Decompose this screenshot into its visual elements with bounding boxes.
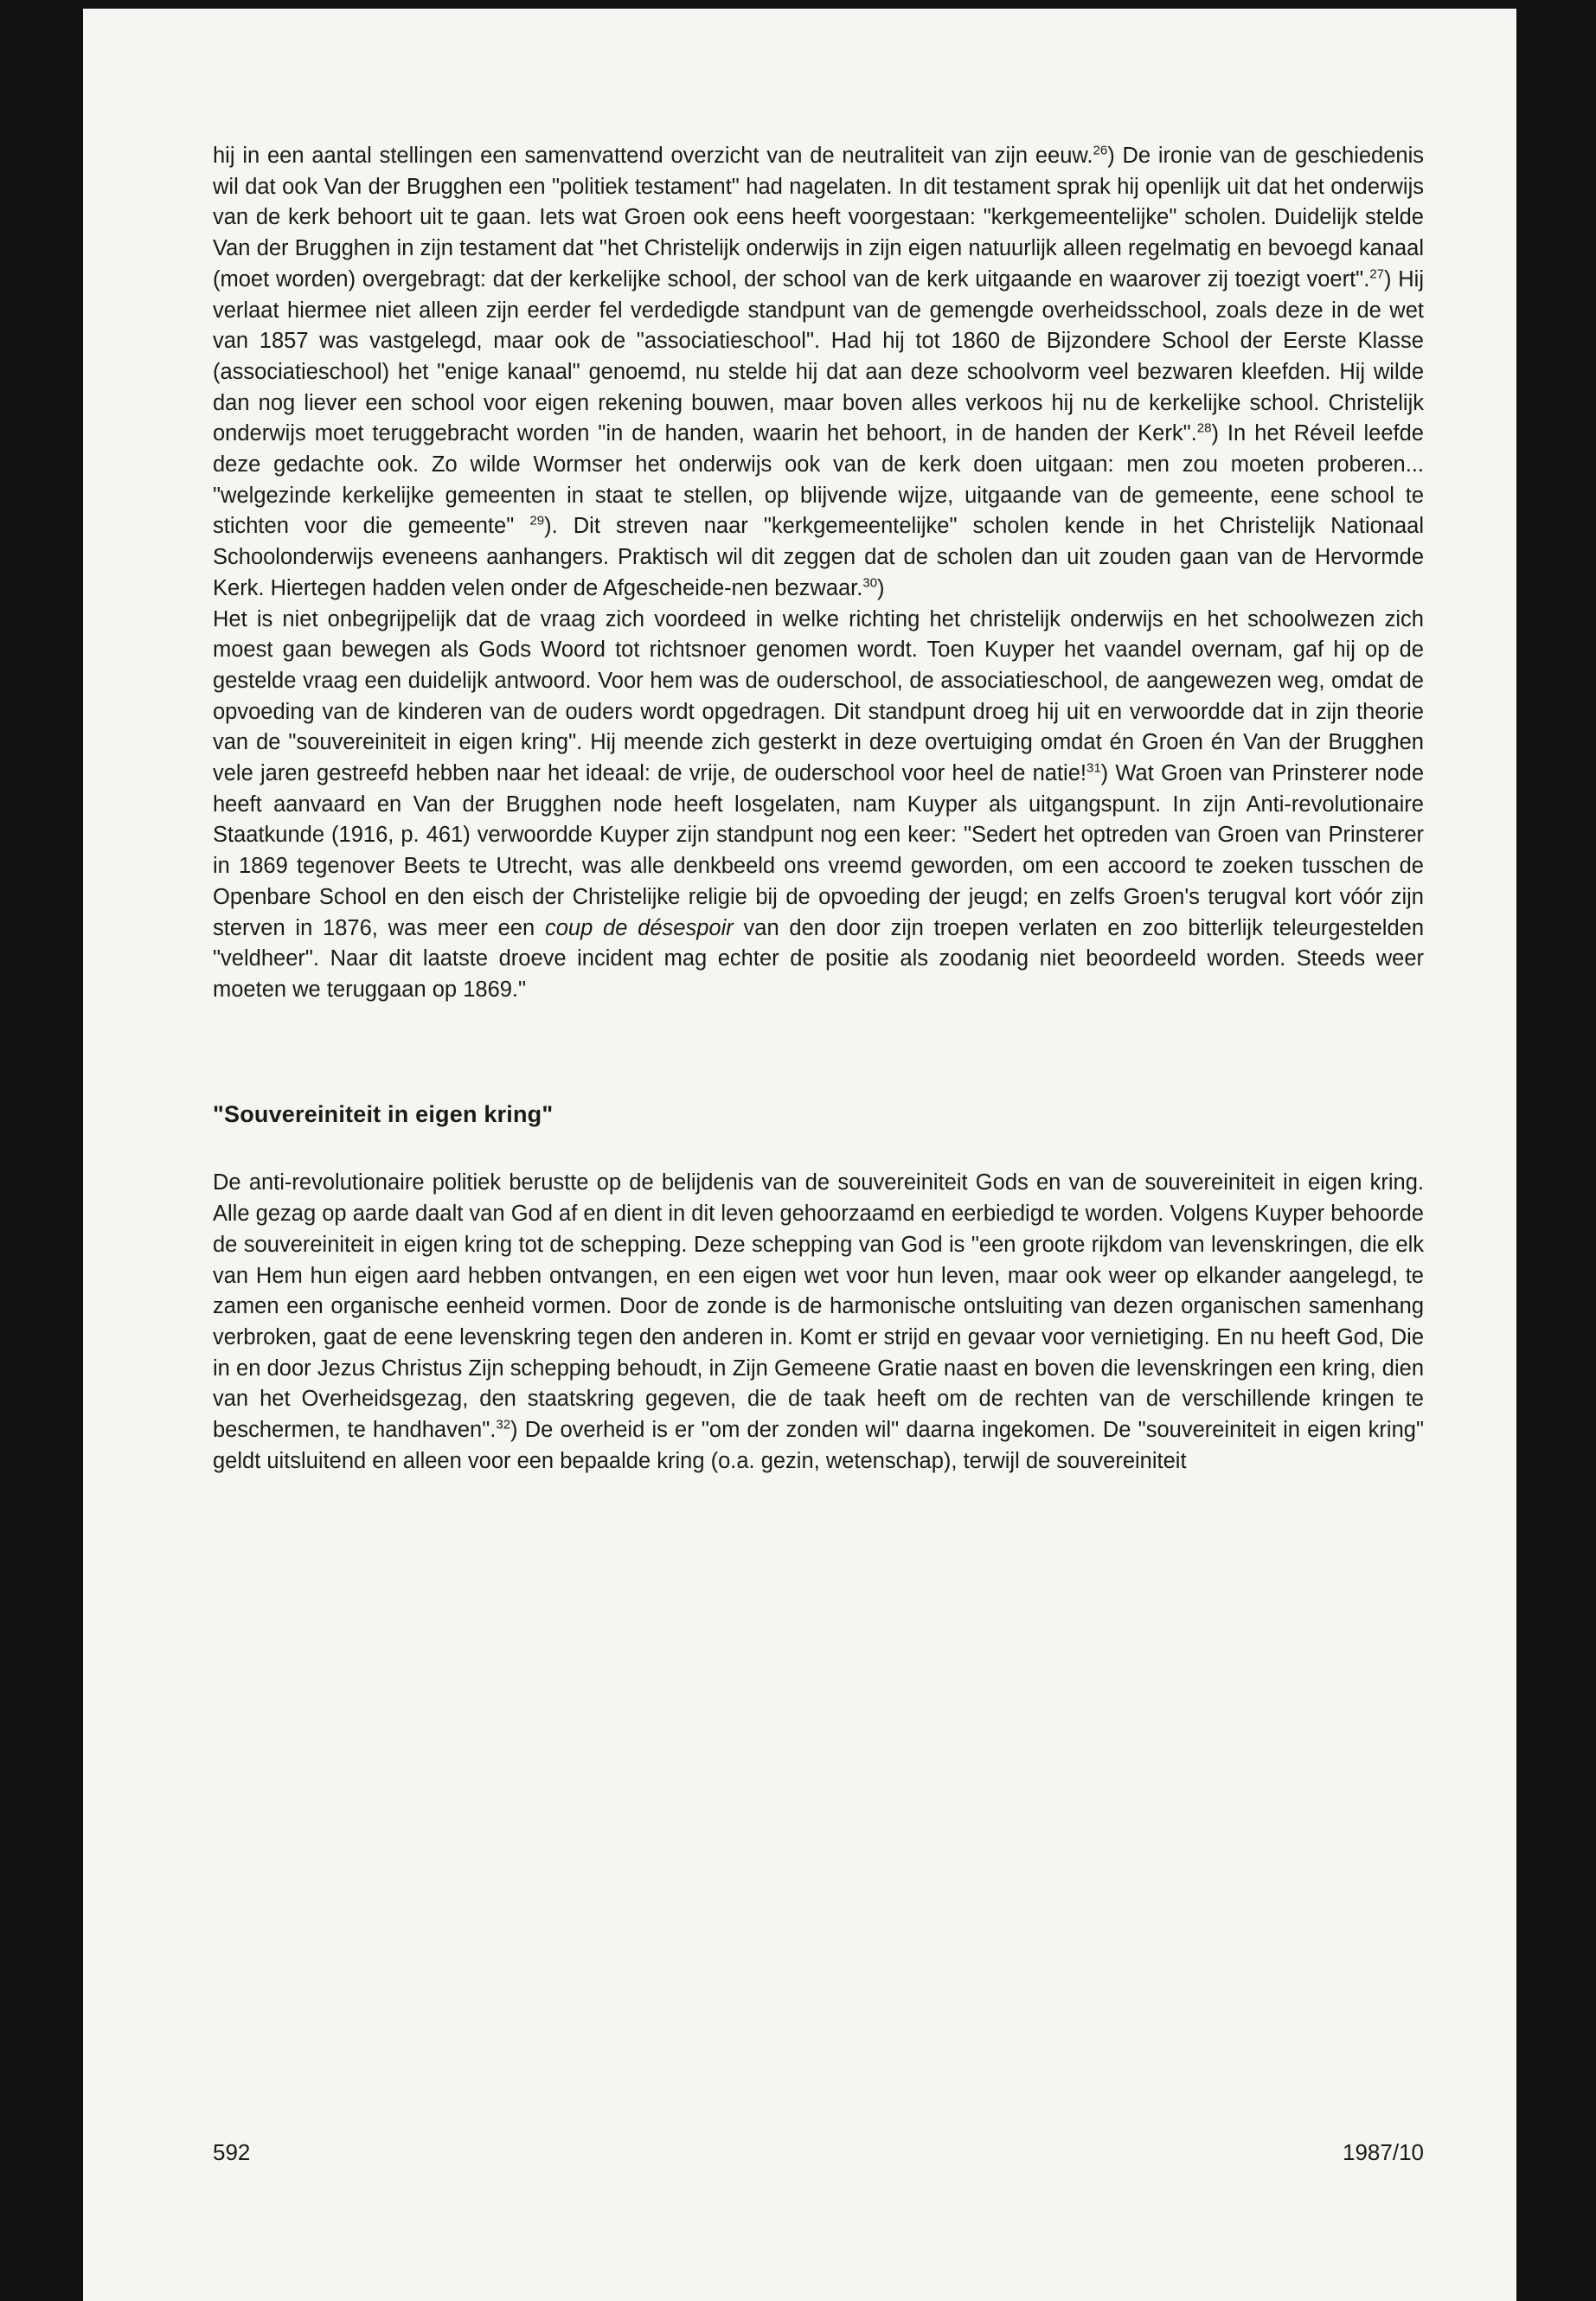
footnote-ref-28: 28: [1196, 420, 1212, 436]
footnote-ref-29: 29: [529, 513, 545, 529]
section-heading: "Souvereiniteit in eigen kring": [213, 1100, 554, 1127]
scan-border-right: [1516, 0, 1596, 2301]
paragraph-1: hij in een aantal stellingen een samenvattend overzicht van de neutraliteit van zijn eeuw.$^{26}$) De ironie van de geschiedenis wil dat ook Van der Brugghen een "politiek testament" had nagelaten. In dit testament sprak hij openlijk uit dat het onderwijs van de kerk behoort uit te gaan. Iets wat Groen ook eens heeft voorgestaan: "kerkgemeentelijke" scholen. Duidelijk stelde Van der Brugghen in zijn testament dat "het Christelijk onderwijs in zijn eigen natuurlijk alleen regelmatig en bevoegd kanaal (moet worden) overgebragt: dat der kerkelijke school, der school van de kerk uitgaande en waarover zij toezigt voert".$^{27}$) Hij verlaat hiermee niet alleen zijn eerder fel verdedigde standpunt van de gemengde overheidsschool, zoals deze in de wet van 1857 was vastgelegd, maar ook de "associatieschool". Had hij tot 1860 de Bijzondere School der Eerste Klasse (associatieschool) het "enige kanaal" genoemd, nu stelde hij dat aan deze schoolvorm veel bezwaren kleefden. Hij wilde dan nog liever een school voor eigen rekening bouwen, maar boven alles verkoos hij nu de kerkelijke school. Christelijk onderwijs moet teruggebracht worden "in de handen, waarin het behoort, in de handen der Kerk".$^{28}$) In het Réveil leefde deze gedachte ook. Zo wilde Wormser het onderwijs ook van de kerk doen uitgaan: men zou moeten proberen... "welgezinde kerkelijke gemeenten in staat te stellen, op blijvende wijze, uitgaande van de gemeente, eene school te stichten voor die gemeente" $^{29}$). Dit streven naar "kerkgemeentelijke" scholen kende in het Christelijk Nationaal Schoolonderwijs eveneens aanhangers. Praktisch wil dit zeggen dat de scholen dan uit zouden gaan van de Hervormde Kerk. Hiertegen hadden velen onder de Afgescheide-nen bezwaar.$^{30}$): [213, 143, 1425, 600]
document-page: [83, 9, 1516, 2301]
footnote-ref-32: 32: [496, 1417, 511, 1433]
footnote-ref-26: 26: [1093, 143, 1108, 158]
scan-border-left: [0, 0, 83, 2301]
footnote-ref-27: 27: [1369, 266, 1384, 282]
scan-border-top: [0, 0, 1596, 9]
paragraph-2: Het is niet onbegrijpelijk dat de vraag zich voordeed in welke richting het christelijk onderwijs en het schoolwezen zich moest gaan bewegen als Gods Woord tot richtsnoer genomen wordt. Toen Kuyper het vaandel overnam, gaf hij op de gestelde vraag een duidelijk antwoord. Voor hem was de ouderschool, de associatieschool, de aangewezen weg, omdat de opvoeding van de kinderen van de ouders wordt opgedragen. Dit standpunt droeg hij uit en verwoordde dat in zijn theorie van de "souvereiniteit in eigen kring". Hij meende zich gesterkt in deze overtuiging omdat én Groen én Van der Brugghen vele jaren gestreefd hebben naar het ideaal: de vrije, de ouderschool voor heel de natie!$^{31}$) Wat Groen van Prinsterer node heeft aanvaard en Van der Brugghen node heeft losgelaten, nam Kuyper als uitgangspunt. In zijn Anti-revolutionaire Staatkunde (1916, p. 461) verwoordde Kuyper zijn standpunt nog een keer: "Sedert het optreden van Groen van Prinsterer in 1869 tegenover Beets te Utrecht, was alle denkbeeld ons vreemd geworden, om een accoord te zoeken tusschen de Openbare School en den eisch der Christelijke religie bij de opvoeding der jeugd; en zelfs Groen's terugval kort vóór zijn sterven in 1876, was meer een coup de désespoir van den door zijn troepen verlaten en zoo bitterlijk teleurgestelden "veldheer". Naar dit laatste droeve incident mag echter de positie als zoodanig niet beoordeeld worden. Steeds weer moeten we teruggaan op 1869.": [213, 606, 1425, 1002]
italic-phrase: coup de désespoir: [544, 915, 734, 940]
paragraph-3: De anti-revolutionaire politiek berustte op de belijdenis van de souvereiniteit Gods en van de souvereiniteit in eigen kring. Alle gezag op aarde daalt van God af en dient in dit leven gehoorzaamd en eerbiedigd te worden. Volgens Kuyper behoorde de souvereiniteit in eigen kring tot de schepping. Deze schepping van God is "een groote rijkdom van levenskringen, die elk van Hem hun eigen aard hebben ontvangen, en een eigen wet voor hun leven, maar ook weer op elkander aangelegd, te zamen een organische eenheid vormen. Door de zonde is de harmonische ontsluiting van dezen organischen samenhang verbroken, gaat de eene levenskring tegen den anderen in. Komt er strijd en gevaar voor vernietiging. En nu heeft God, Die in en door Jezus Christus Zijn schepping behoudt, in Zijn Gemeene Gratie naast en boven die levenskringen een kring, dien van het Overheidsgezag, den staatskring gegeven, die de taak heeft om de rechten van de verschillende kringen te beschermen, te handhaven".$^{32}$) De overheid is er "om der zonden wil" daarna ingekomen. De "souvereiniteit in eigen kring" geldt uitsluitend en alleen voor een bepaalde kring (o.a. gezin, wetenschap), terwijl de souvereiniteit: [213, 1170, 1425, 1473]
page-number: 592: [213, 2139, 251, 2165]
footnote-ref-31: 31: [1086, 760, 1101, 776]
article-body: [213, 141, 1424, 1477]
footnote-ref-30: 30: [862, 575, 878, 591]
issue-label: 1987/10: [1343, 2139, 1424, 2165]
